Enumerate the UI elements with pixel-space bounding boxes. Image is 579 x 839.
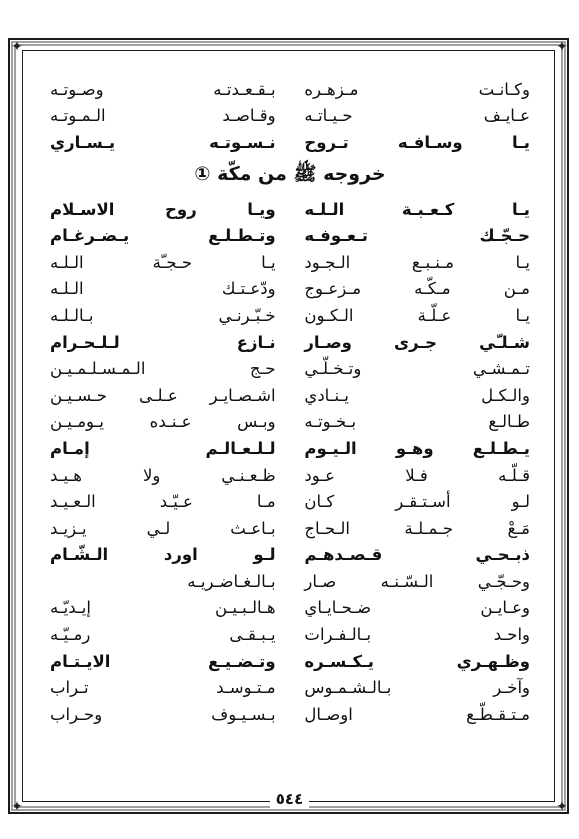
corner-ornament-icon: ✦ — [11, 39, 23, 55]
hemistich-right: وآخـر بـالـشـمـوس — [304, 678, 530, 698]
hemistich-right: يـطـلـع وهـو الـيـوم — [304, 438, 530, 458]
poem-line — [50, 249, 530, 276]
hemistich-left: بـقـعـدتـه وصـوتـه — [50, 79, 276, 99]
poem-line — [50, 435, 530, 462]
hemistich-left: ودّعـتـك الـلـه — [50, 279, 276, 299]
hemistich-left: ظـعـنـي ولا هـيـد — [50, 465, 276, 485]
poem-line — [50, 103, 530, 130]
poem-line — [50, 568, 530, 595]
hemistich-right: طـالـع بـخـوتـه — [304, 412, 530, 432]
hemistich-left: خـبّـرنـي بـالـلـه — [50, 305, 276, 325]
hemistich-right: شـلـّي جـرى وصـار — [304, 332, 530, 352]
hemistich-left: ويـا روح الاسـلام — [50, 199, 276, 219]
hemistich-right: حـجّـك تـعـوفـه — [304, 226, 530, 246]
hemistich-right: قـلّـه فـلا عـود — [304, 465, 530, 485]
poem-line — [50, 196, 530, 223]
hemistich-right: يـا كـعـبـة الـلـه — [304, 199, 530, 219]
hemistich-right: مـن مـكّـه مـزعـوج — [304, 279, 530, 299]
poem-line — [50, 329, 530, 356]
hemistich-left: لـو اورد الـشّـام — [50, 545, 276, 565]
hemistich-right: لـو أسـتـقـر كـان — [304, 492, 530, 512]
poem-line — [50, 409, 530, 436]
hemistich-right: يـا مـنـبـع الـجـود — [304, 252, 530, 272]
corner-ornament-icon: ✦ — [556, 39, 568, 55]
hemistich-left: لـلـعـالـم إمـام — [50, 438, 276, 458]
poem-line — [50, 488, 530, 515]
section-heading: خروجه ﷺ من مكّة ① — [194, 162, 386, 185]
hemistich-right: وكـانـت مـزهـره — [304, 79, 530, 99]
hemistich-left: بـاعـث لـي يـزيـد — [50, 518, 276, 538]
poem-line — [50, 129, 530, 156]
hemistich-left: هـالـبـيـن إيـديّـه — [50, 598, 276, 618]
hemistich-right: تـمـشـي وتـخـلّـي — [304, 359, 530, 379]
poem-line — [50, 621, 530, 648]
hemistich-right: وظـهـري يـكـسـره — [304, 651, 530, 671]
poem-line — [50, 276, 530, 303]
hemistich-left: نـسـوتـه يـسـاري — [50, 132, 276, 152]
poem-line — [50, 462, 530, 489]
hemistich-left: يـبـقـى رمـيّـه — [50, 625, 276, 645]
hemistich-left: يـا حـجـّة الـلـه — [50, 252, 276, 272]
page-number-text: ٥٤٤ — [270, 790, 309, 808]
hemistich-right: وحـجّـي الـسّـنـه صـار — [304, 571, 530, 591]
hemistich-left: حـج الـمـسـلـمـيـن — [50, 359, 276, 379]
hemistich-right: وعـايـن ضـحـايـاي — [304, 598, 530, 618]
hemistich-left: بـسـيـوف وحـراب — [50, 704, 276, 724]
hemistich-left: وبـس عـنـده يـومـيـن — [50, 412, 276, 432]
page-number — [0, 790, 579, 808]
poem-line — [50, 515, 530, 542]
hemistich-right: يـا عـلّـة الـكـون — [304, 305, 530, 325]
poem-section-top — [50, 76, 530, 156]
poem-line — [50, 701, 530, 728]
hemistich-left: وتـطـلـع يـضـرغـام — [50, 226, 276, 246]
poem-line — [50, 382, 530, 409]
hemistich-right: ذبـحـي قـصـدهـم — [304, 545, 530, 565]
hemistich-right: مـتـقـطّـع اوصـال — [304, 704, 530, 724]
hemistich-left: نـازع لـلـحـرام — [50, 332, 276, 352]
poem-line — [50, 355, 530, 382]
poem-line — [50, 595, 530, 622]
hemistich-right: عـايـف حـيـاتـه — [304, 106, 530, 126]
hemistich-left: وتـضـيـع الايـتـام — [50, 651, 276, 671]
poem-section-bottom — [50, 196, 530, 728]
hemistich-right: والـكـل يـنـادي — [304, 385, 530, 405]
poem-line — [50, 76, 530, 103]
poem-line — [50, 302, 530, 329]
poem-line — [50, 648, 530, 675]
hemistich-left: اشـصـايـر عـلـى حـسـيـن — [50, 385, 276, 405]
corner-ornament-icon: ✦ — [556, 799, 568, 815]
hemistich-left: وقـاصـد الـمـوتـه — [50, 106, 276, 126]
hemistich-left: مـتـوسـد تـراب — [50, 678, 276, 698]
hemistich-right: واحـد بـالـفـرات — [304, 625, 530, 645]
hemistich-right: يـا وسـافـه تـروح — [304, 132, 530, 152]
corner-ornament-icon: ✦ — [11, 799, 23, 815]
hemistich-right: مَـعْ جـمـلـة الـحـاج — [304, 518, 530, 538]
poem-line — [50, 542, 530, 569]
poem-body — [50, 76, 530, 728]
hemistich-left: مـا عـيّـد الـعـيـد — [50, 492, 276, 512]
poem-line — [50, 674, 530, 701]
poem-line — [50, 222, 530, 249]
hemistich-left: بـالـغـاضـريـه — [187, 571, 276, 591]
